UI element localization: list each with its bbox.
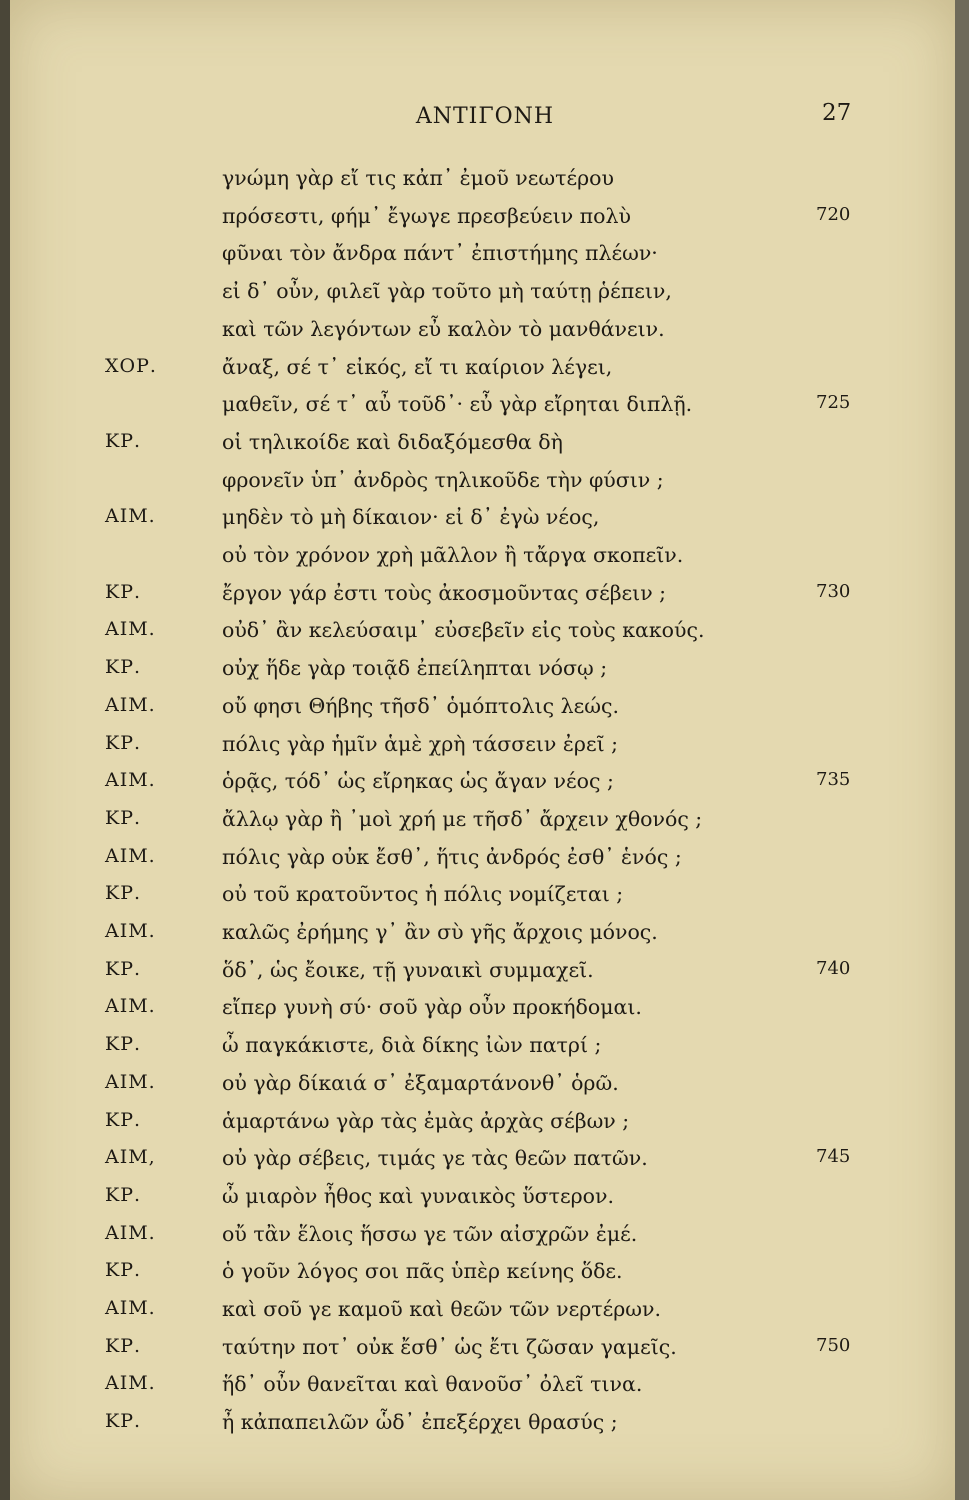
speaker-label: ΑΙΜ, bbox=[105, 1146, 156, 1169]
verse-line bbox=[10, 958, 955, 996]
verse-text: ὦ μιαρὸν ἦθος καὶ γυναικὸς ὕστερον. bbox=[222, 1183, 614, 1208]
verse-line bbox=[10, 920, 955, 958]
speaker-label: ΑΙΜ. bbox=[105, 1070, 156, 1093]
speaker-label: ΚΡ. bbox=[105, 1410, 142, 1433]
verse-line bbox=[10, 769, 955, 807]
speaker-label: ΑΙΜ. bbox=[105, 505, 156, 528]
verse-line bbox=[10, 845, 955, 883]
verse-text: ἄναξ, σέ τ᾽ εἰκός, εἴ τι καίριον λέγει, bbox=[222, 354, 613, 379]
verse-text: οὔ τἂν ἕλοις ἥσσω γε τῶν αἰσχρῶν ἐμέ. bbox=[222, 1221, 638, 1246]
speaker-label: ΑΙΜ. bbox=[105, 1372, 156, 1395]
verse-text: οὐδ᾽ ἂν κελεύσαιμ᾽ εὐσεβεῖν εἰς τοὺς κακούς. bbox=[222, 618, 705, 643]
verse-line bbox=[10, 1410, 955, 1448]
verse-line bbox=[10, 1372, 955, 1410]
verse-line bbox=[10, 1222, 955, 1260]
speaker-label: ΚΡ. bbox=[105, 957, 142, 980]
verse-text: μαθεῖν, σέ τ᾽ αὖ τοῦδ᾽· εὖ γὰρ εἴρηται διπλῇ. bbox=[222, 392, 693, 417]
verse-text: οὐχ ἥδε γὰρ τοιᾷδ ἐπείληπται νόσῳ ; bbox=[222, 656, 608, 681]
verse-text: καὶ τῶν λεγόντων εὖ καλὸν τὸ μανθάνειν. bbox=[222, 316, 665, 341]
verse-line bbox=[10, 1259, 955, 1297]
verse-line bbox=[10, 581, 955, 619]
line-number: 730 bbox=[816, 580, 851, 602]
speaker-label: ΚΡ. bbox=[105, 731, 142, 754]
verse-line bbox=[10, 656, 955, 694]
verse-line bbox=[10, 430, 955, 468]
verse-text: οἱ τηλικοίδε καὶ διδαξόμεσθα δὴ bbox=[222, 429, 563, 454]
verse-line bbox=[10, 618, 955, 656]
verse-line bbox=[10, 392, 955, 430]
line-number: 735 bbox=[816, 769, 851, 791]
speaker-label: ΑΙΜ. bbox=[105, 995, 156, 1018]
speaker-label: ΚΡ. bbox=[105, 1259, 142, 1282]
verse-line bbox=[10, 1146, 955, 1184]
speaker-label: ΚΡ. bbox=[105, 429, 142, 452]
verse-text: ὁρᾷς, τόδ᾽ ὡς εἴρηκας ὡς ἄγαν νέος ; bbox=[222, 769, 614, 794]
speaker-label: ΚΡ. bbox=[105, 1033, 142, 1056]
verse-line bbox=[10, 317, 955, 355]
speaker-label: ΑΙΜ. bbox=[105, 769, 156, 792]
verse-text: φῦναι τὸν ἄνδρα πάντ᾽ ἐπιστήμης πλέων· bbox=[222, 241, 658, 266]
verse-line bbox=[10, 1335, 955, 1373]
line-number: 740 bbox=[816, 957, 851, 979]
verse-line bbox=[10, 1297, 955, 1335]
speaker-label: ΑΙΜ. bbox=[105, 618, 156, 641]
verse-line bbox=[10, 1033, 955, 1071]
page-number: 27 bbox=[822, 100, 852, 126]
speaker-label: ΑΙΜ. bbox=[105, 1221, 156, 1244]
speaker-label: ΚΡ. bbox=[105, 806, 142, 829]
verse-line bbox=[10, 468, 955, 506]
verse-line bbox=[10, 1109, 955, 1147]
verse-text: φρονεῖν ὑπ᾽ ἀνδρὸς τηλικοῦδε τὴν φύσιν ; bbox=[222, 467, 664, 492]
line-number: 750 bbox=[816, 1334, 851, 1356]
line-number: 720 bbox=[816, 203, 851, 225]
verse-line bbox=[10, 543, 955, 581]
verse-text: οὐ τοῦ κρατοῦντος ἡ πόλις νομίζεται ; bbox=[222, 882, 624, 907]
verse-line bbox=[10, 807, 955, 845]
speaker-label: ΧΟΡ. bbox=[105, 354, 157, 377]
verse-line bbox=[10, 166, 955, 204]
verse-text: πρόσεστι, φήμ᾽ ἔγωγε πρεσβεύειν πολὺ bbox=[222, 203, 631, 228]
verse-text: γνώμη γὰρ εἴ τις κἀπ᾽ ἐμοῦ νεωτέρου bbox=[222, 166, 614, 190]
verse-text: καλῶς ἐρήμης γ᾽ ἂν σὺ γῆς ἄρχοις μόνος. bbox=[222, 920, 658, 944]
verse-line bbox=[10, 732, 955, 770]
verse-text: οὐ γὰρ δίκαιά σ᾽ ἐξαμαρτάνονθ᾽ ὁρῶ. bbox=[222, 1070, 619, 1095]
verse-line bbox=[10, 995, 955, 1033]
verse-text: εἰ δ᾽ οὖν, φιλεῖ γὰρ τοῦτο μὴ ταύτῃ ῥέπειν, bbox=[222, 279, 672, 304]
speaker-label: ΚΡ. bbox=[105, 882, 142, 905]
verse-line bbox=[10, 882, 955, 920]
running-title: ΑΝΤΙΓΟΝΗ bbox=[415, 104, 555, 129]
verse-text: ὦ παγκάκιστε, διὰ δίκης ἰὼν πατρί ; bbox=[222, 1033, 602, 1058]
verse-text: καὶ σοῦ γε καμοῦ καὶ θεῶν τῶν νερτέρων. bbox=[222, 1297, 661, 1321]
line-number: 725 bbox=[816, 392, 851, 414]
speaker-label: ΚΡ. bbox=[105, 1183, 142, 1206]
verse-line bbox=[10, 241, 955, 279]
speaker-label: ΚΡ. bbox=[105, 580, 142, 603]
speaker-label: ΑΙΜ. bbox=[105, 844, 156, 867]
verse-line bbox=[10, 505, 955, 543]
verse-text: πόλις γὰρ οὐκ ἔσθ᾽, ἥτις ἀνδρός ἐσθ᾽ ἑνός ; bbox=[222, 844, 682, 869]
verse-line bbox=[10, 694, 955, 732]
verse-text: οὐ γὰρ σέβεις, τιμάς γε τὰς θεῶν πατῶν. bbox=[222, 1146, 648, 1171]
speaker-label: ΑΙΜ. bbox=[105, 920, 156, 942]
verse-text: ἦ κἀπαπειλῶν ὧδ᾽ ἐπεξέρχει θρασύς ; bbox=[222, 1410, 618, 1435]
verse-line bbox=[10, 355, 955, 393]
speaker-label: ΚΡ. bbox=[105, 1334, 142, 1357]
verse-text: εἴπερ γυνὴ σύ· σοῦ γὰρ οὖν προκήδομαι. bbox=[222, 995, 642, 1020]
verse-text: ἄλλῳ γὰρ ἢ ᾿μοὶ χρή με τῆσδ᾽ ἄρχειν χθονός ; bbox=[222, 806, 703, 831]
verse-text: μηδὲν τὸ μὴ δίκαιον· εἰ δ᾽ ἐγὼ νέος, bbox=[222, 505, 600, 530]
verse-text: ὁ γοῦν λόγος σοι πᾶς ὑπὲρ κείνης ὅδε. bbox=[222, 1259, 623, 1284]
verse-text: ἔργον γάρ ἐστι τοὺς ἀκοσμοῦντας σέβειν ; bbox=[222, 580, 667, 605]
verse-line bbox=[10, 1184, 955, 1222]
verse-text: ταύτην ποτ᾽ οὐκ ἔσθ᾽ ὡς ἔτι ζῶσαν γαμεῖς. bbox=[222, 1334, 677, 1359]
verse-text: ἥδ᾽ οὖν θανεῖται καὶ θανοῦσ᾽ ὀλεῖ τινα. bbox=[222, 1372, 643, 1397]
verse-text: ὅδ᾽, ὡς ἔοικε, τῇ γυναικὶ συμμαχεῖ. bbox=[222, 957, 594, 982]
speaker-label: ΑΙΜ. bbox=[105, 1297, 156, 1319]
verse-line bbox=[10, 204, 955, 242]
speaker-label: ΑΙΜ. bbox=[105, 693, 156, 716]
verse-line bbox=[10, 1071, 955, 1109]
book-spine bbox=[0, 0, 10, 1500]
verse-text: οὔ φησι Θήβης τῆσδ᾽ ὁμόπτολις λεώς. bbox=[222, 693, 619, 718]
speaker-label: ΚΡ. bbox=[105, 1108, 142, 1131]
verse-text: πόλις γὰρ ἡμῖν ἁμὲ χρὴ τάσσειν ἐρεῖ ; bbox=[222, 731, 619, 756]
speaker-label: ΚΡ. bbox=[105, 656, 142, 679]
verse-line bbox=[10, 279, 955, 317]
book-page bbox=[10, 0, 955, 1500]
verse-text: οὐ τὸν χρόνον χρὴ μᾶλλον ἢ τἄργα σκοπεῖν. bbox=[222, 543, 684, 567]
line-number: 745 bbox=[816, 1146, 851, 1168]
verse-text: ἁμαρτάνω γὰρ τὰς ἐμὰς ἀρχὰς σέβων ; bbox=[222, 1108, 630, 1133]
